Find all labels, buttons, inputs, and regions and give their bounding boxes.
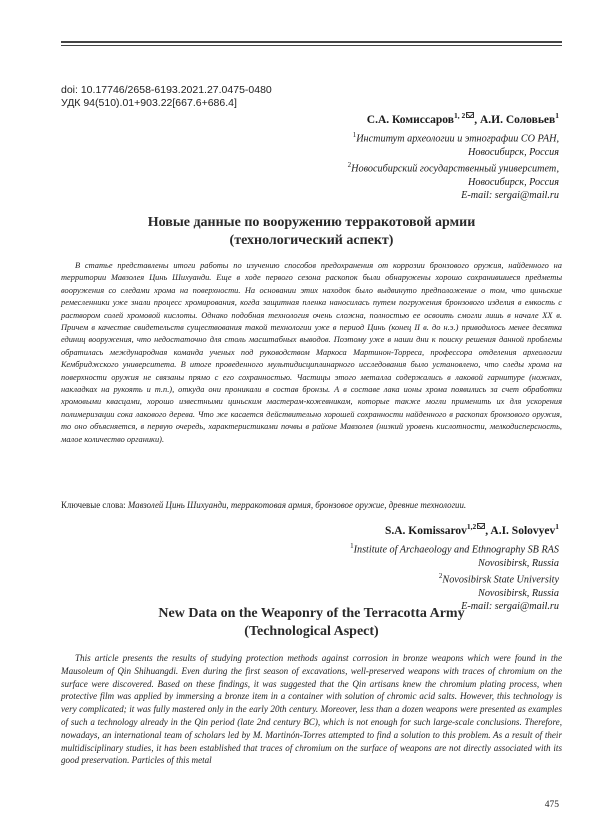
author1-ru-sup: 1, 2 (453, 111, 466, 120)
authors-block-en (350, 522, 559, 614)
email-ru: E-mail: sergai@mail.ru (461, 190, 559, 202)
affil1-en-line1: Institute of Archaeology and Ethnography SB RAS (353, 544, 559, 556)
doi: doi: 10.17746/2658-6193.2021.27.0475-0480 (61, 84, 272, 96)
affil1-ru-sup: 1 (352, 130, 357, 139)
authors-ru (348, 111, 559, 126)
envelope-icon (477, 523, 485, 529)
affiliations-ru (348, 129, 559, 203)
title-en-line1: New Data on the Weaponry of the Terracotta Army (158, 606, 465, 621)
keywords-text: Мавзолей Цинь Шихуанди, терракотовая армия, бронзовое оружие, древние технологии. (127, 500, 467, 510)
affil2-ru-line2: Новосибирск, Россия (468, 176, 559, 188)
authors-block-ru (348, 111, 559, 203)
affil1-ru-line1: Институт археологии и этнографии СО РАН, (356, 133, 559, 145)
author-separator-en: , (485, 524, 491, 537)
affil2-en-line1: Novosibirsk State University (442, 574, 559, 586)
authors-en (350, 522, 559, 537)
affil2-en-line2: Novosibirsk, Russia (478, 587, 559, 599)
author2-ru-sup: 1 (555, 111, 559, 120)
envelope-icon (466, 112, 474, 118)
author2-en-sup: 1 (555, 522, 559, 531)
affil1-ru-line2: Новосибирск, Россия (468, 146, 559, 158)
affil2-ru-line1: Новосибирский государственный университет, (351, 163, 559, 175)
top-rule-thin (61, 45, 562, 46)
email-en: E-mail: sergai@mail.ru (461, 601, 559, 613)
author2-ru: А.И. Соловьев (479, 113, 556, 126)
affil2-en-sup: 2 (438, 572, 443, 581)
article-meta (61, 84, 272, 110)
abstract-en: This article presents the results of studying protection methods against corrosion in bronze weapons which were found in the Mausoleum of Qin Shihuangdi. Even during the first season of excavations, well-preserved weapons with traces of chromium on the surface were discovered. Based on these findings, it was suggested that the Qin artisans knew the chromium plating process, when protective film was applied by immersing a bronze item in a container with solution of chromic acid salts. However, this technology is very complicated; it was fully mastered only in the early 20th century. Moreover, less than a dozen weapons were presented as examples of such a technology already in the Qin period (late 2nd century BC), which is not enough for such large-scale conclusions. Therefore, nowadays, an international team of scholars led by M. Martinón-Torres attempted to find a solution to this problem. As a result of their multidisciplinary studies, it has been established that traces of chromium on the surface of weapons are not directly associated with its good preservation. Particles of this metal (61, 653, 562, 766)
author1-en-sup: 1,2 (466, 522, 477, 531)
affiliations-en (350, 540, 559, 614)
affil1-en-line2: Novosibirsk, Russia (478, 557, 559, 569)
author-separator-ru: , (474, 113, 480, 126)
author2-en: A.I. Solovyev (490, 524, 556, 537)
udk: УДК 94(510).01+903.22[667.6+686.4] (61, 97, 237, 109)
title-ru-line2: (технологический аспект) (229, 233, 394, 248)
page-number: 475 (544, 800, 559, 810)
affil1-en-sup: 1 (350, 541, 354, 550)
title-ru-line1: Новые данные по вооружению терракотовой армии (147, 215, 476, 230)
title-en-line2: (Technological Aspect) (244, 624, 379, 639)
author1-en: S.A. Komissarov (384, 524, 467, 537)
author1-ru: С.А. Комиссаров (366, 113, 454, 126)
affil2-ru-sup: 2 (347, 161, 352, 170)
keywords-label: Ключевые слова: (61, 500, 126, 510)
title-en (61, 605, 562, 641)
abstract-ru: В статье представлены итоги работы по изучению способов предохранения от коррозии бронзового оружия, найденного на территории Мавзолея Цинь Шихуанди. Еще в ходе первого сезона раскопок были обнаружены хорошо сохранившиеся предметы вооружения со следами хрома на поверхности. На основании этих находок было выдвинуто предположение о том, что циньские ремесленники уже знали процесс хромирования, когда защитная пленка наносилась путем погружения бронзового изделия в емкость с раствором солей хромовой кислоты. Однако подобная технология очень сложна, полностью ее освоить смогли лишь в начале XX в. Причем в качестве свидетельств существования такой технологии уже в период Цинь (конец II в. до н.э.) приводилось менее десятка единиц вооружения, что недостаточно для столь масштабных выводов. Поэтому уже в наши дни к поиску решения данной проблемы обратилась международная команда ученых под руководством Маркоса Мартинон-Торреса, профессора отделения археологии Кембриджского университета. В итоге проведенного мультидисциплинарного исследования было установлено, что следы хрома на поверхности оружия не связаны прямо с его сохранностью. Частицы этого металла содержались в лаковой гарнитуре (ножнах, накладках на рукоять и т.п.), откуда они проникали в состав бронзы. А в составе лака ионы хрома появились за счет обработки хромовыми квасцами, хорошо известными циньским мастерам-кожевникам, которые также могли применить их для ускорения полимеризации сока лакового дерева. Что же касается действительно хорошей сохранности найденного в раскопах бронзового оружия, то оно объясняется, в первую очередь, характеристиками почвы в районе Мавзолея (низкий уровень кислотности, мелкодисперсность, малое количество органики). (61, 261, 562, 444)
top-rule (61, 41, 562, 43)
keywords-ru (61, 499, 562, 511)
title-ru (61, 214, 562, 250)
